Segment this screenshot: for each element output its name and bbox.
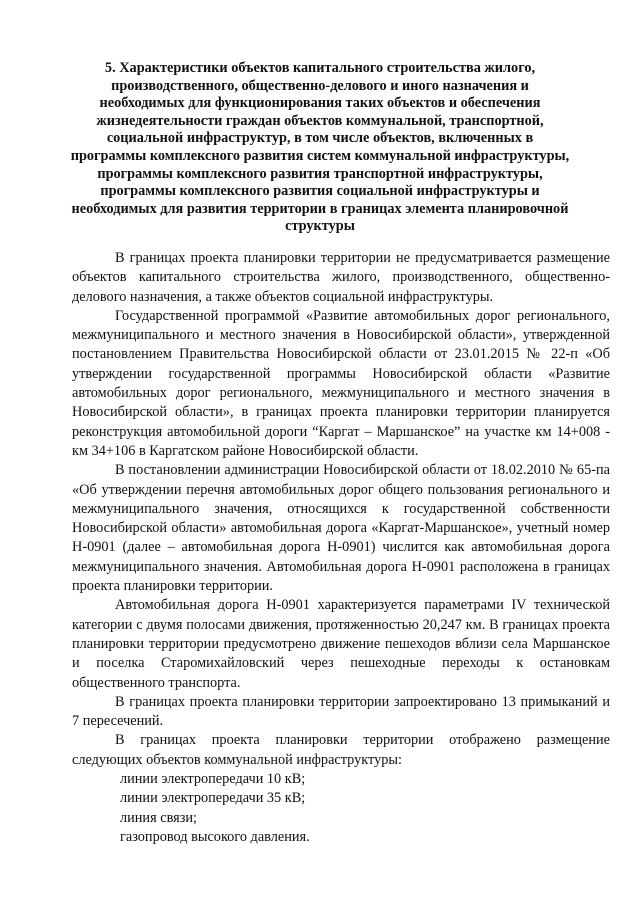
paragraph-junctions: В границах проекта планировки территории запроектировано 13 примыканий и 7 пересечений. [72, 693, 610, 730]
document-body [72, 249, 610, 847]
list-item: линия связи; [120, 809, 197, 826]
paragraph-state-program: Государственной программой «Развитие автомобильных дорог регионального, межмуниципального и местного значения в Новосибирской области», утвержденной постановлением Правительства Новосибирской области от 23.01.2015 № 22-п «Об утверждении государственной программы Новосибирской области «Развитие автомобильных дорог регионального, межмуниципального и местного значения в Новосибирской области», в границах проекта планировки территории планируется реконструкция автомобильной дороги “Каргат – Маршанское” на участке км 14+008 - км 34+106 в Каргатском районе Новосибирской области. [72, 307, 610, 459]
paragraph-no-social-objects: В границах проекта планировки территории не предусматривается размещение объектов капитального строительства жилого, производственного, общественно-делового назначения, а также объектов социальной инфраструктуры. [72, 250, 610, 305]
paragraph-administration-decree: В постановлении администрации Новосибирской области от 18.02.2010 № 65-па «Об утверждении перечня автомобильных дорог общего пользования регионального и межмуниципального значения, относящихся к государственной собственности Новосибирской области» автомобильная дорога «Каргат-Маршанское», учетный номер Н-0901 (далее – автомобильная дорога Н-0901) числится как автомобильная дорога межмуниципального значения. Автомобильная дорога Н-0901 расположена в границах проекта планировки территории. [72, 462, 610, 595]
list-item: линии электропередачи 35 кВ; [120, 790, 306, 807]
section-heading: 5. Характеристики объектов капитального строительства жилого, производственного, общественно-делового и иного назначения и необходимых для функционирования таких объектов и обеспечения жизнедеятельности граждан объектов коммунальной, транспортной, социальной инфраструктур, в том числе объектов, включенных в программы комплексного развития систем коммунальной инфраструктуры, программы комплексного развития транспортной инфраструктуры, программы комплексного развития социальной инфраструктуры и необходимых для развития территории в границах элемента планировочной структуры [70, 60, 570, 235]
list-item: газопровод высокого давления. [120, 828, 310, 845]
list-item: линии электропередачи 10 кВ; [120, 771, 306, 788]
utility-objects-list [72, 770, 610, 847]
paragraph-utility-objects: В границах проекта планировки территории отображено размещение следующих объектов коммунальной инфраструктуры: [72, 732, 610, 768]
paragraph-road-parameters: Автомобильная дорога Н-0901 характеризуется параметрами IV технической категории с двумя полосами движения, протяженностью 20,247 км. В границах проекта планировки территории предусмотрено движение пешеходов вблизи села Маршанское и поселка Старомихайловский через пешеходные переходы к остановкам общественного транспорта. [72, 597, 610, 691]
